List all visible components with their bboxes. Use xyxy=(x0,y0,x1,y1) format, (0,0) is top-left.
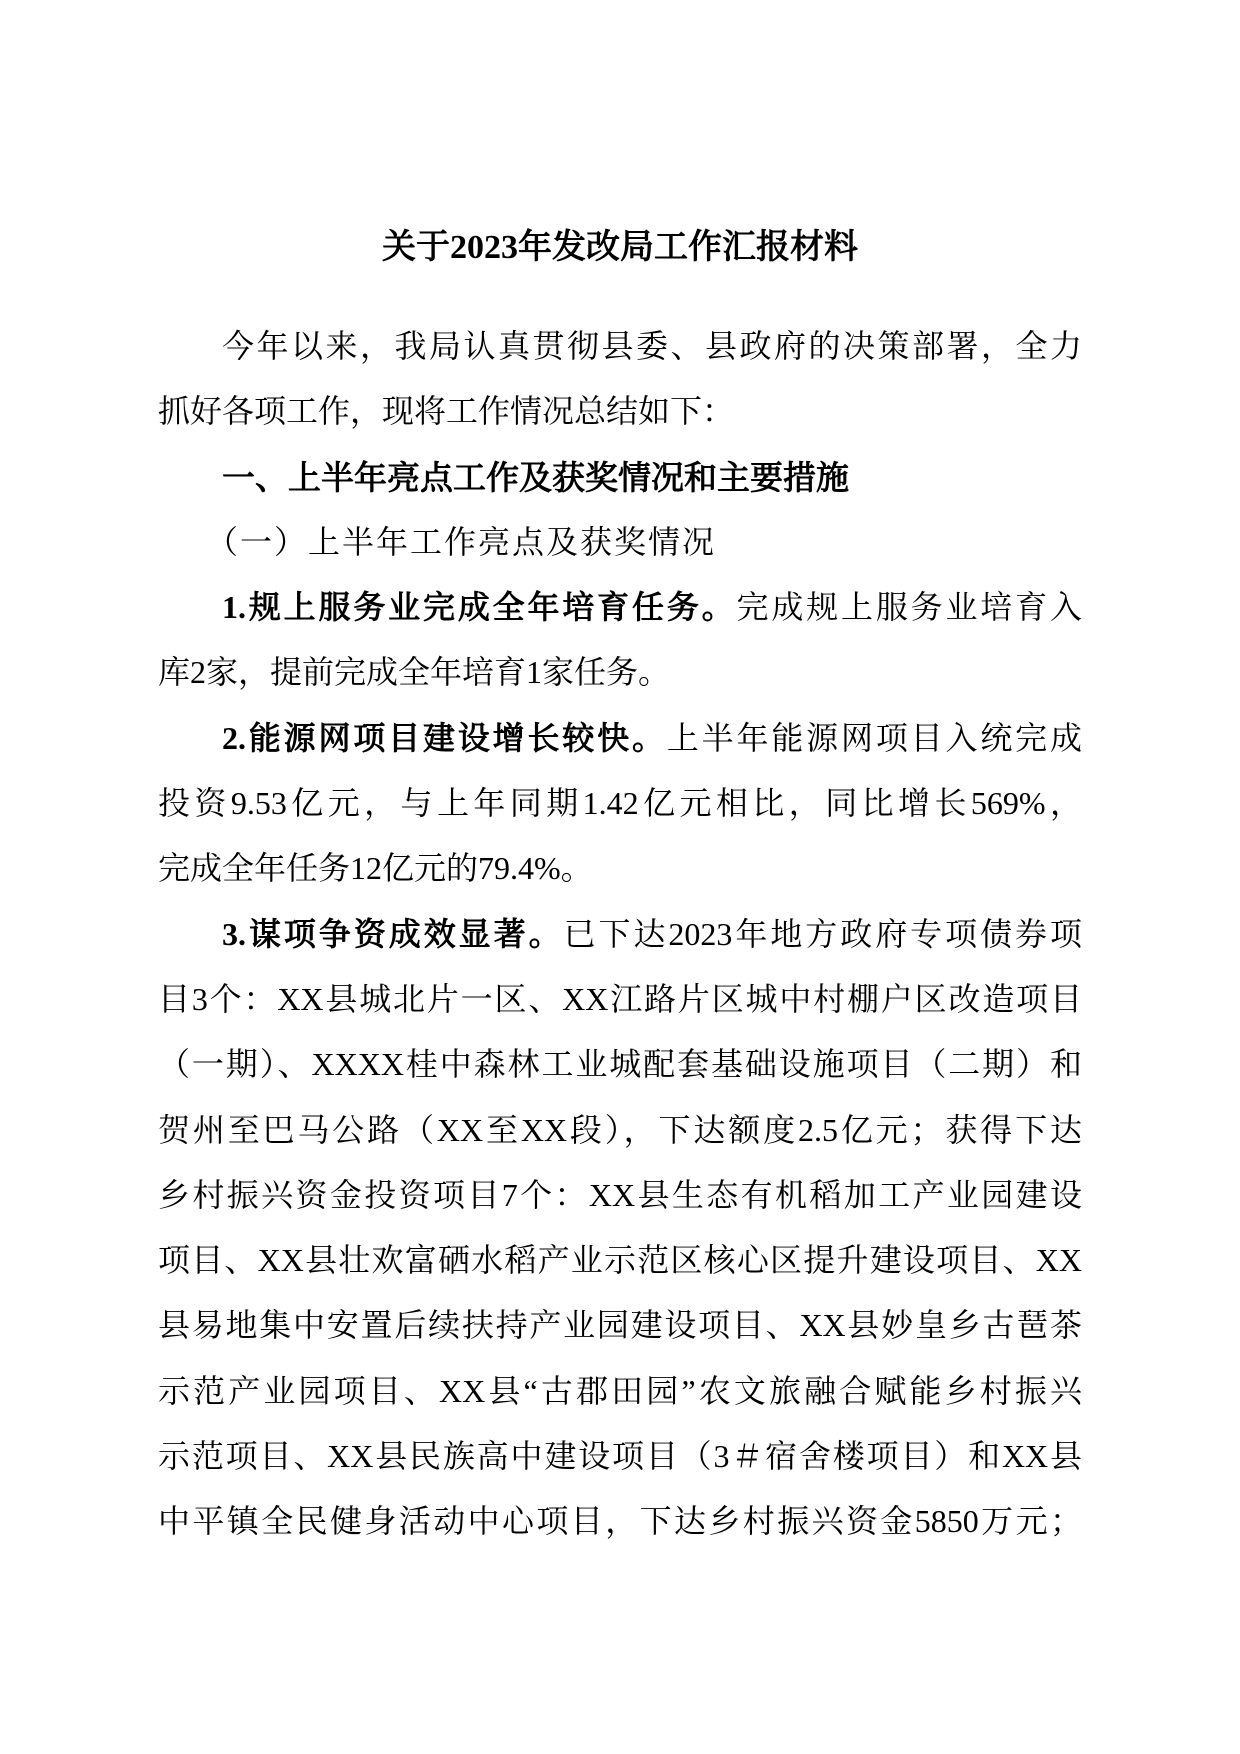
item-3-line-7: 县易地集中安置后续扶持产业园建设项目、XX县妙皇乡古琶茶 xyxy=(158,1307,1082,1344)
item-3-line-9: 示范项目、XX县民族高中建设项目（3＃宿舍楼项目）和XX县 xyxy=(158,1438,1082,1475)
item-2-line-3: 完成全年任务12亿元的79.4%。 xyxy=(158,850,593,887)
item-1-lead: 1.规上服务业完成全年培育任务。 xyxy=(222,589,737,626)
item-1-line-1 xyxy=(158,575,1082,640)
item-3-line-2: 目3个：XX县城北片一区、XX江路片区城中村棚户区改造项目 xyxy=(158,980,1082,1017)
intro-line-2: 抓好各项工作，现将工作情况总结如下： xyxy=(158,393,735,430)
item-2-lead: 2.能源网项目建设增长较快。 xyxy=(222,719,667,756)
item-1-text: 完成规上服务业培育入 xyxy=(736,589,1082,626)
section-heading: 一、上半年亮点工作及获奖情况和主要措施 xyxy=(222,457,849,497)
document-body xyxy=(158,215,1082,1555)
item-3-line-8: 示范产业园项目、XX县“古郡田园”农文旅融合赋能乡村振兴 xyxy=(158,1372,1082,1409)
item-3-text: 已下达2023年地方政府专项债券项 xyxy=(563,915,1082,952)
item-3-line-1 xyxy=(158,902,1082,967)
item-2-line-2: 投资9.53亿元，与上年同期1.42亿元相比，同比增长569%， xyxy=(158,785,1082,822)
intro-line-1: 今年以来，我局认真贯彻县委、县政府的决策部署，全力 xyxy=(222,328,1082,364)
item-1-line-2: 库2家，提前完成全年培育1家任务。 xyxy=(158,654,671,691)
item-3-line-5: 乡村振兴资金投资项目7个：XX县生态有机稻加工产业园建设 xyxy=(158,1176,1082,1213)
item-2-text: 上半年能源网项目入统完成 xyxy=(666,719,1082,756)
item-3-line-3: （一期）、XXXX桂中森林工业城配套基础设施项目（二期）和 xyxy=(158,1046,1082,1083)
item-3-line-6: 项目、XX县壮欢富硒水稻产业示范区核心区提升建设项目、XX xyxy=(158,1242,1082,1279)
item-3-line-10: 中平镇全民健身活动中心项目，下达乡村振兴资金5850万元； xyxy=(158,1503,1082,1540)
report-title: 关于2023年发改局工作汇报材料 xyxy=(382,229,858,266)
item-3-line-4: 贺州至巴马公路（XX至XX段），下达额度2.5亿元；获得下达 xyxy=(158,1111,1082,1148)
subsection-heading: （一）上半年工作亮点及获奖情况 xyxy=(206,523,717,560)
item-2-line-1 xyxy=(158,706,1082,771)
item-3-lead: 3.谋项争资成效显著。 xyxy=(222,915,564,952)
